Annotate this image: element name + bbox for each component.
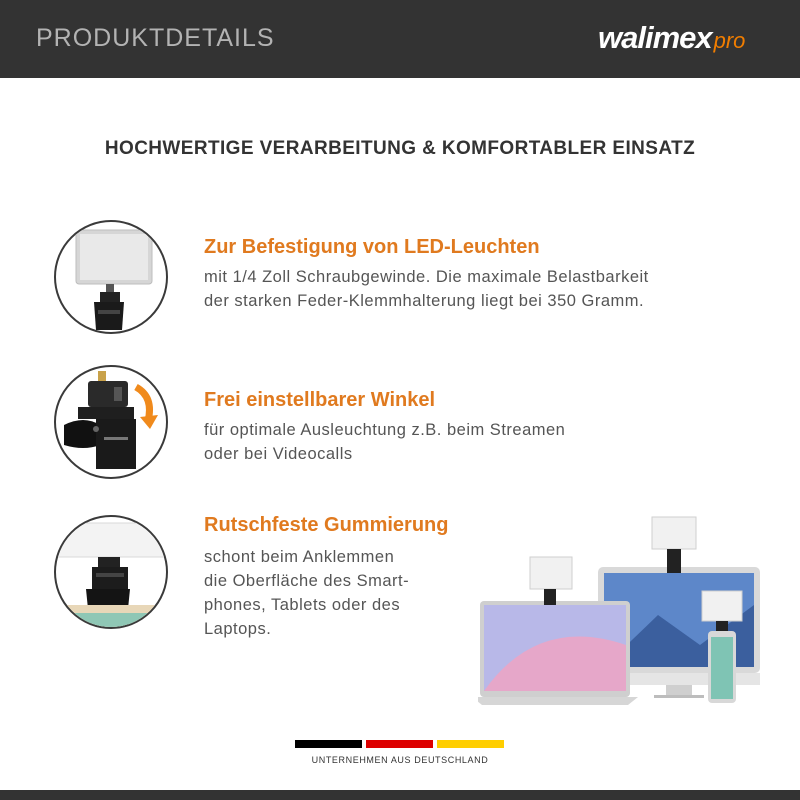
feature-text-3-line: schont beim Anklemmen	[204, 548, 395, 566]
brand-name: walimex	[598, 20, 712, 55]
page-title: PRODUKTDETAILS	[36, 24, 275, 52]
feature-text-1-line: mit 1/4 Zoll Schraubgewinde. Die maximale Belastbarkeit	[204, 268, 649, 286]
flag-stripe-black	[295, 740, 362, 748]
bottom-bar	[0, 790, 800, 800]
clamp-rotate-arrow-icon	[54, 365, 168, 479]
feature-title-3: Rutschfeste Gummierung	[204, 514, 449, 536]
feature-text-2	[204, 418, 565, 466]
devices-with-lights-illustration	[478, 505, 778, 720]
feature-title-1: Zur Befestigung von LED-Leuchten	[204, 236, 540, 258]
section-headline: HOCHWERTIGE VERARBEITUNG & KOMFORTABLER EINSATZ	[104, 138, 696, 159]
feature-title-2: Frei einstellbarer Winkel	[204, 389, 436, 411]
feature-text-3-line: die Oberfläche des Smart-	[204, 572, 410, 590]
brand-suffix: pro	[713, 28, 746, 53]
feature-text-1-line: der starken Feder-Klemmhalterung liegt bei 350 Gramm.	[204, 292, 645, 310]
flag-stripe-gold	[437, 740, 504, 748]
feature-text-2-line: oder bei Videocalls	[204, 445, 353, 463]
feature-text-3	[204, 545, 409, 641]
feature-text-3-line: phones, Tablets oder des	[204, 596, 401, 614]
feature-text-2-line: für optimale Ausleuchtung z.B. beim Streamen	[204, 421, 566, 439]
feature-text-1	[204, 265, 649, 313]
led-light-on-clamp-icon	[54, 220, 168, 334]
rubberized-clamp-on-screen-icon	[54, 515, 168, 629]
brand-logo	[598, 20, 745, 60]
flag-stripe-red	[366, 740, 433, 748]
header-bar	[0, 0, 800, 78]
footer-tagline: UNTERNEHMEN AUS DEUTSCHLAND	[311, 755, 489, 765]
feature-text-3-line: Laptops.	[204, 620, 272, 638]
